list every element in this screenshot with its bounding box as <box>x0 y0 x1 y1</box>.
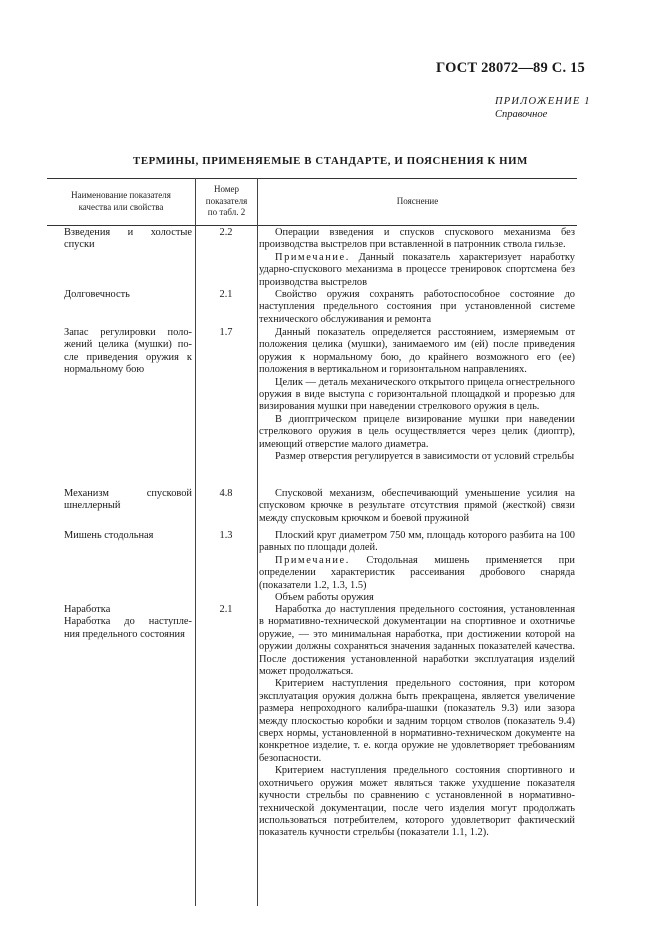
table-row-name: Механизм спусковой шнеллерный <box>64 488 192 512</box>
table-row-explanation: Данный показатель определяется расстоянием, измеряемым от положения целика (мушки), занимаемого им (ей) после приведения оружия к нормальному бою, до крайнего возможного его (ее) положения в вертикальном и горизонтальном направлениях. Целик — деталь механического открытого прицела огнестрельного оружия в виде выступа с горизонтальной площадкой и прорезью для визирования мушки при наведении стрелкового оружия в цель. В диоптрическом прицеле визирование мушки при наведении стрелкового оружия в цель осуществляется через целик (диоптр), имеющий отверстие малого диаметра. Размер отверстия регулируется в зависимости от условий стрельбы <box>259 327 575 463</box>
table-header-rule <box>47 225 577 226</box>
column-divider-left <box>195 178 196 906</box>
table-row-explanation: Спусковой механизм, обеспечивающий уменьшение усилия на спусковом крючке в результате отсутствия прямой (жесткой) связи между спусковым крючком и боевой пружиной <box>259 488 575 524</box>
table-row-explanation: Операции взведения и спусков спускового механизма без производства выстрелов при вставленной в патронник ствола гильзе. Примечание. Данный показатель характеризует наработку ударно-спускового механизма в процессе тренировок спортсмена без производства выстрелов <box>259 227 575 288</box>
appendix-block <box>495 95 591 121</box>
note-paragraph: Примечание. Данный показатель характеризует наработку ударно-спускового механизма в процессе тренировок спортсмена без производства выстрелов <box>259 251 575 288</box>
table-row-number: 1.3 <box>219 530 233 541</box>
column-divider-right <box>257 178 258 906</box>
table-row-name: Взведения и холостые спуски <box>64 227 192 251</box>
appendix-label: ПРИЛОЖЕНИЕ 1 <box>495 96 591 107</box>
page-title: ТЕРМИНЫ, ПРИМЕНЯЕМЫЕ В СТАНДАРТЕ, И ПОЯСНЕНИЯ К НИМ <box>133 155 528 167</box>
note-paragraph: Примечание. Стодольная мишень применяется при определении характеристик рассеивания дробового снаряда (показатели 1.2, 1.3, 1.5) <box>259 554 575 591</box>
table-row-explanation: Наработка до наступления предельного состояния, установленная в нормативно-технической документации на спортивное и охотничье оружие, — это минимальная наработка, при достижении которой на оружии должны сохраняться значения заданных показателей качества. После достижения установленной наработки эксплуатация изделий может продолжаться. Критерием наступления предельного состояния, при котором эксплуатация оружия должна быть прекращена, является увеличение размера непроходного калибра-шашки (показатель 9.3) или зазора между плоскостью коробки и задним торцом стволов (показатель 9.4) сверх нормы, установленной в нормативно-техническом документе на конкретное изделие, т. е. когда оружие не удовлетворяет требованиям безопасности. Критерием наступления предельного состояния спортивного и охотничьего оружия может являться также ухудшение показателя кучности стрельбы по сравнению с установленной в нормативно-технической документации, после чего изделия могут продолжать использоваться потребителем, которого удовлетворит фактический показатель кучности стрельбы (показатели 1.1, 1.2). <box>259 604 575 839</box>
table-row-explanation: Свойство оружия сохранять работоспособное состояние до наступления предельного состояния при установленной системе технического обслуживания и ремонта <box>259 289 575 325</box>
table-row-number: 2.2 <box>219 227 233 238</box>
table-row-number: 2.1 <box>219 604 233 615</box>
table-row-name: Долговечность <box>64 289 130 300</box>
table-row-name: Запас регулировки поло- жений целика (мушки) по- сле приведения оружия к нормальному бою <box>64 327 192 376</box>
table-row-explanation: Плоский круг диаметром 750 мм, площадь которого разбита на 100 равных по площади долей. Примечание. Стодольная мишень применяется при определении характеристик рассеивания дробового снаряда (показатели 1.2, 1.3, 1.5) Объем работы оружия <box>259 530 575 604</box>
appendix-type: Справочное <box>495 109 548 120</box>
table-row-number: 1.7 <box>219 327 233 338</box>
table-row-number: 2.1 <box>219 289 233 300</box>
col-header-explanation: Пояснение <box>396 196 439 206</box>
table-row-name: Наработка Наработка до наступле- ния предельного состояния <box>64 604 192 640</box>
col-header-name: Наименование показателя качества или свойства <box>71 190 171 212</box>
table-top-rule <box>47 178 577 179</box>
col-header-number: Номер показателя по табл. 2 <box>205 184 248 217</box>
table-row-name: Мишень стодольная <box>64 530 154 541</box>
table-row-number: 4.8 <box>219 488 233 499</box>
standard-header: ГОСТ 28072—89 С. 15 <box>436 60 585 76</box>
